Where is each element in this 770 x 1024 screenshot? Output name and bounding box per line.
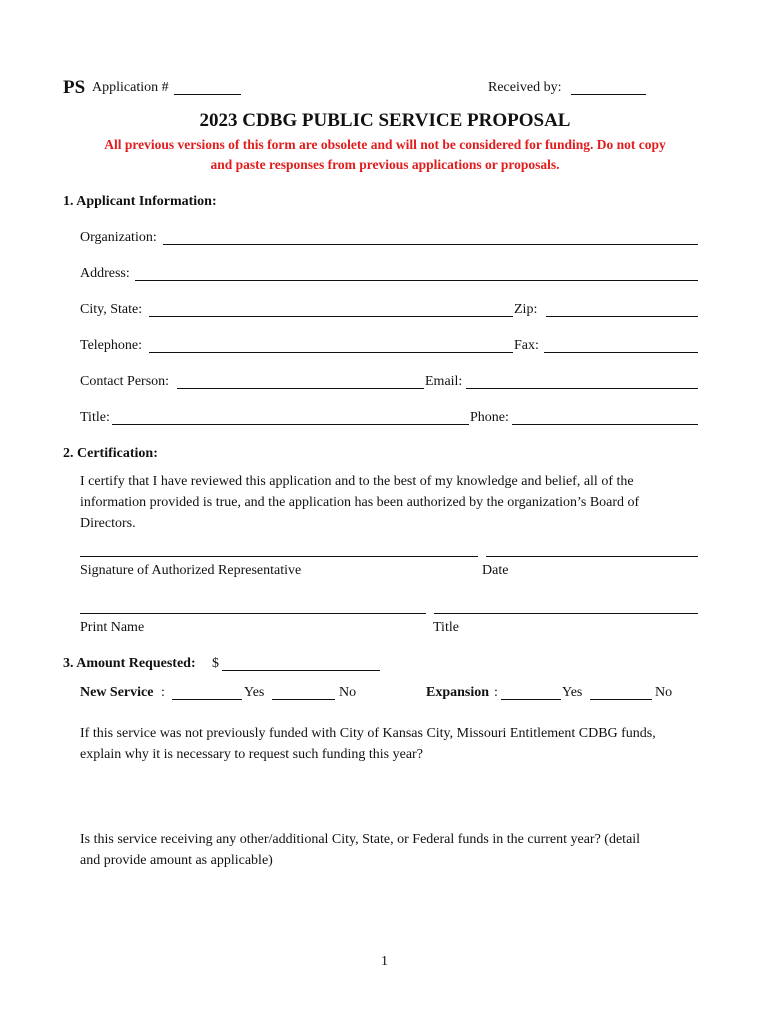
received-by-field[interactable] bbox=[571, 94, 646, 95]
page-number: 1 bbox=[381, 954, 388, 969]
warning-line-1: All previous versions of this form are obsolete and will not be considered for funding. Do not copy bbox=[104, 137, 666, 152]
zip-label: Zip: bbox=[514, 302, 538, 317]
signature-label: Signature of Authorized Representative bbox=[80, 563, 302, 578]
question-2-line-1: Is this service receiving any other/additional City, State, or Federal funds in the current year? (detail bbox=[80, 832, 641, 847]
print-title-label: Title bbox=[433, 620, 459, 635]
new-service-yes-label: Yes bbox=[244, 685, 265, 700]
page-title: 2023 CDBG PUBLIC SERVICE PROPOSAL bbox=[199, 110, 571, 131]
application-number-label: Application # bbox=[92, 80, 169, 95]
contact-person-field[interactable] bbox=[177, 388, 424, 389]
contact-person-label: Contact Person: bbox=[80, 374, 170, 389]
expansion-yes-label: Yes bbox=[562, 685, 583, 700]
expansion-no-label: No bbox=[655, 685, 673, 700]
certification-text-line-3: Directors. bbox=[80, 516, 136, 531]
new-service-colon: : bbox=[161, 685, 165, 700]
expansion-label: Expansion bbox=[426, 685, 490, 700]
signature-field[interactable] bbox=[80, 556, 478, 557]
fax-field[interactable] bbox=[544, 352, 698, 353]
organization-field[interactable] bbox=[163, 244, 698, 245]
fax-label: Fax: bbox=[514, 338, 539, 353]
telephone-field[interactable] bbox=[149, 352, 513, 353]
address-label: Address: bbox=[80, 266, 130, 281]
new-service-no-field[interactable] bbox=[272, 699, 335, 700]
date-label: Date bbox=[482, 563, 509, 578]
amount-requested-field[interactable] bbox=[222, 670, 380, 671]
section2-heading: 2. Certification: bbox=[63, 446, 158, 461]
dollar-sign: $ bbox=[212, 656, 219, 671]
organization-label: Organization: bbox=[80, 230, 157, 245]
title-field[interactable] bbox=[112, 424, 469, 425]
new-service-no-label: No bbox=[339, 685, 357, 700]
city-state-label: City, State: bbox=[80, 302, 143, 317]
warning-line-2: and paste responses from previous applications or proposals. bbox=[210, 157, 560, 172]
title-label: Title: bbox=[80, 410, 110, 425]
expansion-colon: : bbox=[494, 685, 498, 700]
application-number-field[interactable] bbox=[174, 94, 241, 95]
email-field[interactable] bbox=[466, 388, 698, 389]
question-1-line-1: If this service was not previously funded with City of Kansas City, Missouri Entitlement CDBG funds, bbox=[80, 726, 656, 741]
ps-label: PS bbox=[63, 77, 86, 98]
expansion-yes-field[interactable] bbox=[501, 699, 561, 700]
new-service-label: New Service bbox=[80, 685, 154, 700]
question-1-line-2: explain why it is necessary to request such funding this year? bbox=[80, 747, 423, 762]
received-by-label: Received by: bbox=[488, 80, 562, 95]
section1-heading: 1. Applicant Information: bbox=[63, 194, 217, 209]
print-title-field[interactable] bbox=[434, 613, 698, 614]
print-name-label: Print Name bbox=[80, 620, 145, 635]
print-name-field[interactable] bbox=[80, 613, 426, 614]
zip-field[interactable] bbox=[546, 316, 698, 317]
date-field[interactable] bbox=[486, 556, 698, 557]
address-field[interactable] bbox=[135, 280, 698, 281]
certification-text-line-2: information provided is true, and the application has been authorized by the organization’s Board of bbox=[80, 495, 640, 510]
question-2-line-2: and provide amount as applicable) bbox=[80, 853, 273, 868]
certification-text-line-1: I certify that I have reviewed this application and to the best of my knowledge and belief, all of the bbox=[80, 474, 634, 489]
expansion-no-field[interactable] bbox=[590, 699, 652, 700]
phone-field[interactable] bbox=[512, 424, 698, 425]
new-service-yes-field[interactable] bbox=[172, 699, 242, 700]
phone-label: Phone: bbox=[470, 410, 509, 425]
telephone-label: Telephone: bbox=[80, 338, 142, 353]
email-label: Email: bbox=[425, 374, 463, 389]
section3-heading: 3. Amount Requested: bbox=[63, 656, 196, 671]
city-state-field[interactable] bbox=[149, 316, 513, 317]
